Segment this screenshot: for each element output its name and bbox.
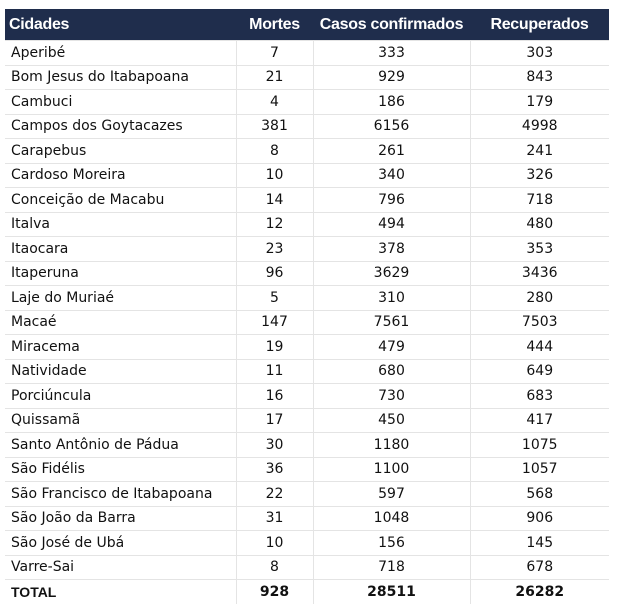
table-row: [5, 90, 609, 115]
table-row: [5, 188, 609, 213]
confirmed-cell: 310: [313, 286, 470, 311]
table-row: [5, 384, 609, 409]
table-row: [5, 531, 609, 556]
city-cell: Santo Antônio de Pádua: [5, 433, 236, 458]
table-header: [5, 9, 609, 41]
recovered-cell: 568: [470, 482, 609, 507]
confirmed-cell: 718: [313, 555, 470, 580]
city-cell: Itaocara: [5, 237, 236, 262]
confirmed-cell: 796: [313, 188, 470, 213]
recovered-cell: 353: [470, 237, 609, 262]
confirmed-cell: 186: [313, 90, 470, 115]
deaths-cell: 14: [236, 188, 313, 213]
city-cell: Campos dos Goytacazes: [5, 114, 236, 139]
confirmed-cell: 1048: [313, 506, 470, 531]
table-row: [5, 212, 609, 237]
city-cell: Cambuci: [5, 90, 236, 115]
deaths-cell: 147: [236, 310, 313, 335]
recovered-cell: 4998: [470, 114, 609, 139]
header-cities: Cidades: [9, 15, 70, 33]
deaths-cell: 16: [236, 384, 313, 409]
recovered-cell: 683: [470, 384, 609, 409]
deaths-cell: 30: [236, 433, 313, 458]
city-cell: Bom Jesus do Itabapoana: [5, 65, 236, 90]
header-confirmed-cases: Casos confirmados: [319, 15, 464, 33]
city-cell: Itaperuna: [5, 261, 236, 286]
covid-data-table-container: [5, 9, 609, 604]
header-row: [5, 9, 609, 41]
deaths-cell: 36: [236, 457, 313, 482]
recovered-cell: 303: [470, 41, 609, 66]
deaths-cell: 22: [236, 482, 313, 507]
deaths-cell: 17: [236, 408, 313, 433]
recovered-cell: 3436: [470, 261, 609, 286]
city-cell: Carapebus: [5, 139, 236, 164]
table-row: [5, 310, 609, 335]
total-label: TOTAL: [5, 580, 236, 604]
deaths-cell: 96: [236, 261, 313, 286]
confirmed-cell: 7561: [313, 310, 470, 335]
recovered-cell: 906: [470, 506, 609, 531]
table-row: [5, 261, 609, 286]
confirmed-cell: 1180: [313, 433, 470, 458]
confirmed-cell: 378: [313, 237, 470, 262]
city-cell: Macaé: [5, 310, 236, 335]
confirmed-cell: 494: [313, 212, 470, 237]
total-recovered: 26282: [470, 580, 609, 604]
covid-data-table: [5, 9, 609, 604]
recovered-cell: 326: [470, 163, 609, 188]
city-cell: Porciúncula: [5, 384, 236, 409]
deaths-cell: 10: [236, 163, 313, 188]
table-row: [5, 555, 609, 580]
city-cell: Quissamã: [5, 408, 236, 433]
deaths-cell: 12: [236, 212, 313, 237]
table-row: [5, 359, 609, 384]
recovered-cell: 1075: [470, 433, 609, 458]
deaths-cell: 7: [236, 41, 313, 66]
deaths-cell: 8: [236, 555, 313, 580]
recovered-cell: 649: [470, 359, 609, 384]
total-deaths: 928: [236, 580, 313, 604]
recovered-cell: 241: [470, 139, 609, 164]
confirmed-cell: 261: [313, 139, 470, 164]
table-row: [5, 163, 609, 188]
recovered-cell: 444: [470, 335, 609, 360]
deaths-cell: 21: [236, 65, 313, 90]
total-confirmed: 28511: [313, 580, 470, 604]
table-row: [5, 506, 609, 531]
header-deaths: Mortes: [249, 15, 300, 33]
table-row: [5, 237, 609, 262]
recovered-cell: 179: [470, 90, 609, 115]
table-row: [5, 114, 609, 139]
header-recovered: Recuperados: [490, 15, 589, 33]
city-cell: Aperibé: [5, 41, 236, 66]
table-row: [5, 65, 609, 90]
total-row: [5, 580, 609, 604]
confirmed-cell: 1100: [313, 457, 470, 482]
confirmed-cell: 3629: [313, 261, 470, 286]
confirmed-cell: 156: [313, 531, 470, 556]
recovered-cell: 843: [470, 65, 609, 90]
recovered-cell: 480: [470, 212, 609, 237]
city-cell: Cardoso Moreira: [5, 163, 236, 188]
recovered-cell: 678: [470, 555, 609, 580]
confirmed-cell: 450: [313, 408, 470, 433]
city-cell: São Francisco de Itabapoana: [5, 482, 236, 507]
table-body: [5, 41, 609, 604]
confirmed-cell: 479: [313, 335, 470, 360]
recovered-cell: 1057: [470, 457, 609, 482]
deaths-cell: 31: [236, 506, 313, 531]
confirmed-cell: 730: [313, 384, 470, 409]
city-cell: Miracema: [5, 335, 236, 360]
table-row: [5, 139, 609, 164]
table-row: [5, 457, 609, 482]
recovered-cell: 718: [470, 188, 609, 213]
confirmed-cell: 6156: [313, 114, 470, 139]
city-cell: São José de Ubá: [5, 531, 236, 556]
city-cell: Natividade: [5, 359, 236, 384]
table-row: [5, 482, 609, 507]
deaths-cell: 381: [236, 114, 313, 139]
confirmed-cell: 597: [313, 482, 470, 507]
deaths-cell: 5: [236, 286, 313, 311]
city-cell: Varre-Sai: [5, 555, 236, 580]
table-row: [5, 286, 609, 311]
confirmed-cell: 929: [313, 65, 470, 90]
city-cell: São João da Barra: [5, 506, 236, 531]
deaths-cell: 4: [236, 90, 313, 115]
confirmed-cell: 340: [313, 163, 470, 188]
recovered-cell: 417: [470, 408, 609, 433]
deaths-cell: 10: [236, 531, 313, 556]
recovered-cell: 280: [470, 286, 609, 311]
recovered-cell: 7503: [470, 310, 609, 335]
table-row: [5, 433, 609, 458]
city-cell: Conceição de Macabu: [5, 188, 236, 213]
table-row: [5, 335, 609, 360]
city-cell: Italva: [5, 212, 236, 237]
deaths-cell: 19: [236, 335, 313, 360]
table-row: [5, 408, 609, 433]
table-row: [5, 41, 609, 66]
city-cell: São Fidélis: [5, 457, 236, 482]
deaths-cell: 11: [236, 359, 313, 384]
confirmed-cell: 680: [313, 359, 470, 384]
deaths-cell: 23: [236, 237, 313, 262]
city-cell: Laje do Muriaé: [5, 286, 236, 311]
deaths-cell: 8: [236, 139, 313, 164]
recovered-cell: 145: [470, 531, 609, 556]
confirmed-cell: 333: [313, 41, 470, 66]
